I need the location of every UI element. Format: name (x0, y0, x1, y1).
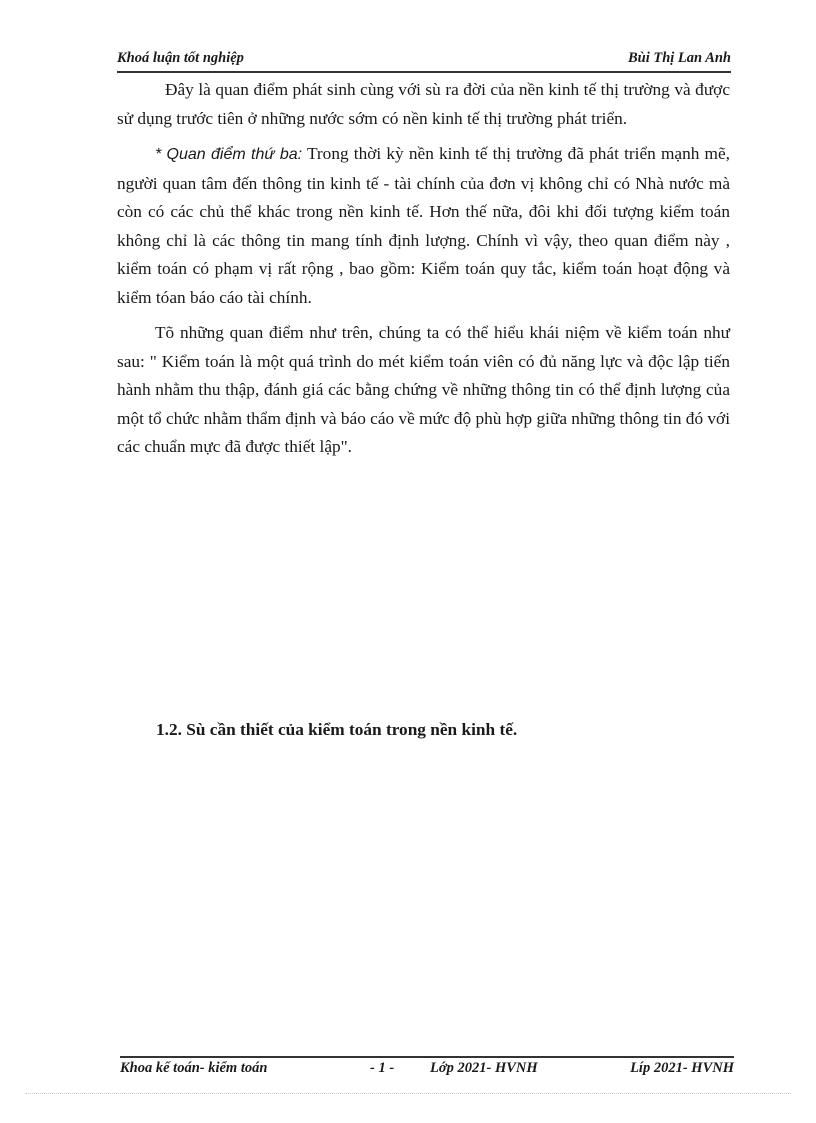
body-text (117, 76, 730, 469)
footer-class-alt: Líp 2021- HVNH (630, 1060, 734, 1076)
section-heading: 1.2. Sù cần thiết của kiểm toán trong nền kinh tế. (156, 720, 518, 739)
paragraph-2 (117, 140, 730, 312)
paragraph-2-text: Trong thời kỳ nền kinh tế thị trường đã phát triển mạnh mẽ, người quan tâm đến thông tin kinh tế - tài chính của đơn vị không chỉ có Nhà nước mà còn có các chủ thể khác trong nền kinh tế. Hơn thế nữa, đôi khi đối tượng kiểm toán không chỉ là các thông tin mang tính định lượng. Chính vì vậy, theo quan điểm này , kiểm toán có phạm vị rất rộng , bao gồm: Kiểm toán quy tắc, kiểm toán hoạt động và kiểm tóan báo cáo tài chính. (117, 144, 730, 307)
header-author: Bùi Thị Lan Anh (627, 50, 731, 66)
paragraph-3: Tõ những quan điểm như trên, chúng ta có thể hiểu khái niệm về kiểm toán như sau: " Kiểm toán là một quá trình do mét kiểm toán viên có đủ năng lực và độc lập tiến hành nhằm thu thập, đánh giá các bằng chứng về những thông tin có thể định lượng của một tổ chức nhằm thẩm định và báo cáo về mức độ phù hợp giữa những thông tin đó với các chuẩn mực đã được thiết lập". (117, 323, 730, 456)
header-title: Khoá luận tốt nghiệp (117, 50, 244, 66)
paragraph-2-lead: * Quan điểm thứ ba: (155, 146, 303, 163)
page-footer (120, 1056, 734, 1076)
footer-class: Lớp 2021- HVNH (430, 1060, 538, 1076)
page-header (117, 50, 731, 73)
page-divider (25, 1093, 791, 1094)
paragraph-1: Đây là quan điểm phát sinh cùng với sù ra đời của nền kinh tế thị trường và được sử dụng trước tiên ở những nước sớm có nền kinh tế thị trường phát triển. (117, 80, 730, 128)
footer-page-number: - 1 - (370, 1060, 395, 1076)
footer-department: Khoa kế toán- kiểm toán (120, 1060, 268, 1076)
